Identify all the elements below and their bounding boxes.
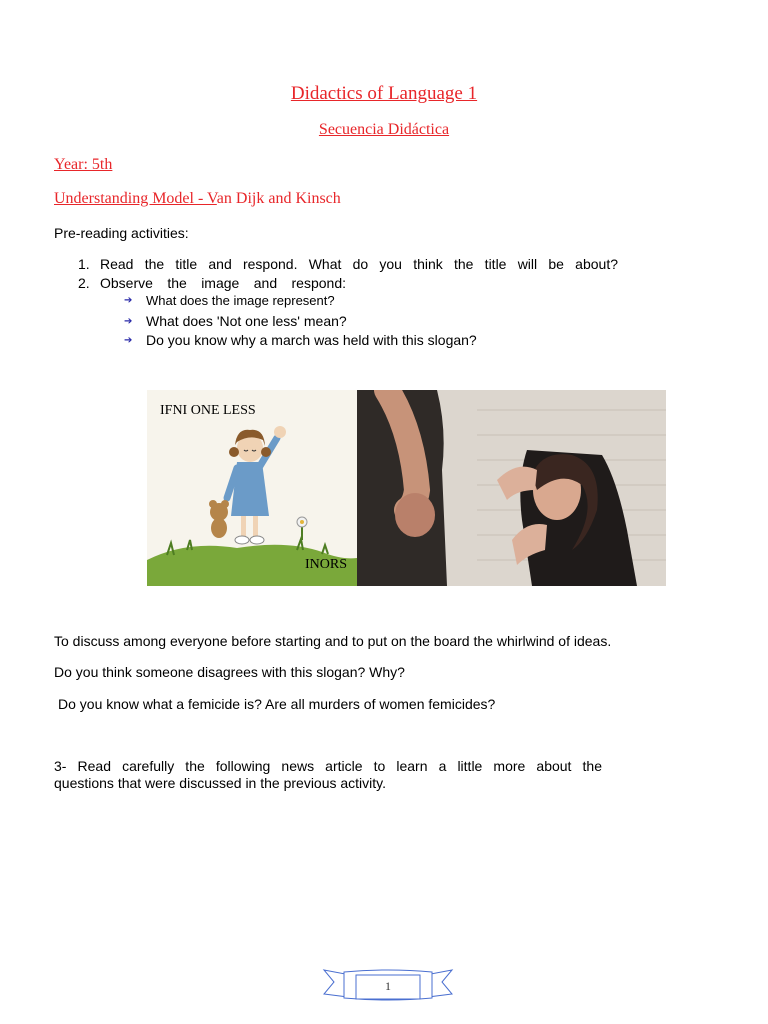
bullet-item: ➔ What does the image represent?: [124, 293, 335, 308]
bullet-item: ➔ What does 'Not one less' mean?: [124, 313, 347, 329]
year-heading: Year: 5th: [54, 156, 113, 173]
paragraph: questions that were discussed in the previous activity.: [54, 775, 387, 791]
document-subtitle: Secuencia Didáctica: [318, 121, 450, 138]
poster-bottom-text: INORS: [305, 557, 348, 572]
poster-slogan-text: IFNI ONE LESS: [160, 403, 256, 418]
bullet-item: ➔ Do you know why a march was held with this slogan?: [124, 332, 477, 348]
arrow-bullet-icon: ➔: [124, 295, 133, 306]
list-item: 1. Read the title and respond. What do you think the title will be about?: [78, 256, 618, 272]
page-number: 1: [385, 979, 391, 993]
violence-photo-image: [357, 390, 666, 586]
model-heading: Understanding Model - Van Dijk and Kinsch: [54, 190, 341, 207]
list-item: 2. Observe the image and respond:: [78, 275, 346, 291]
document-title: Didactics of Language 1: [290, 83, 478, 104]
paragraph: Do you think someone disagrees with this slogan? Why?: [54, 664, 405, 680]
paragraph: Do you know what a femicide is? Are all murders of women femicides?: [58, 696, 496, 712]
paragraph: 3- Read carefully the following news article to learn a little more about the: [54, 758, 602, 774]
prereading-label: Pre-reading activities:: [54, 225, 189, 241]
paragraph: To discuss among everyone before starting and to put on the board the whirlwind of ideas.: [54, 633, 612, 649]
arrow-bullet-icon: ➔: [124, 334, 133, 346]
arrow-bullet-icon: ➔: [124, 315, 133, 327]
